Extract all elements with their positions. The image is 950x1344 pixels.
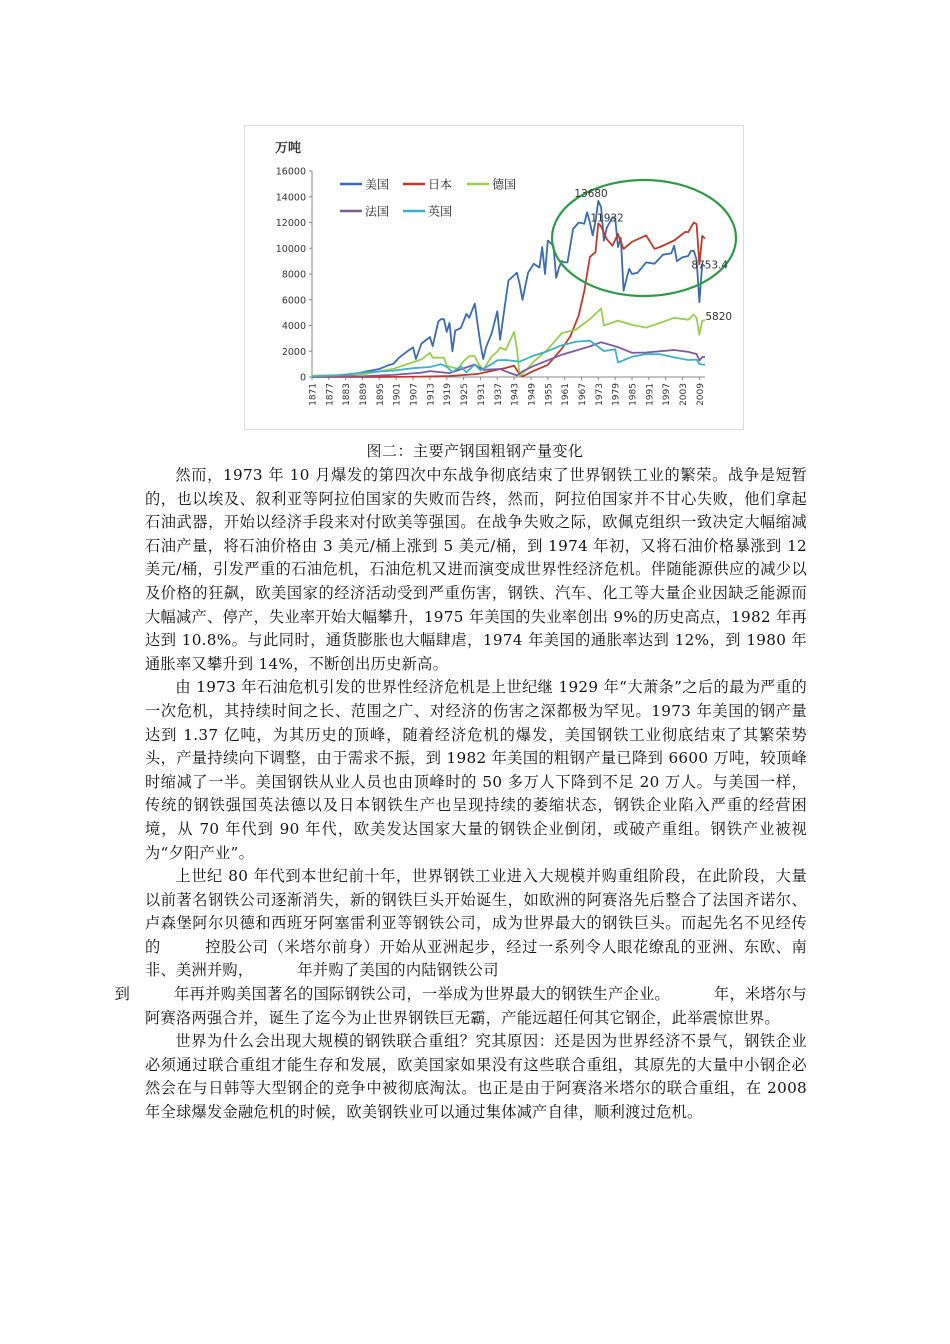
x-tick-label: 1907 <box>409 383 420 406</box>
y-tick-label: 8000 <box>281 269 306 281</box>
x-tick-label: 1949 <box>527 383 538 406</box>
figure-caption: 图二：主要产钢国粗钢产量变化 <box>366 442 584 460</box>
x-tick-label: 1973 <box>594 383 605 406</box>
chart-canvas <box>245 126 743 429</box>
legend-label: 美国 <box>365 177 390 192</box>
y-tick-label: 10000 <box>275 243 306 255</box>
paragraph-3-part-d: 到 <box>114 985 131 1004</box>
x-tick-label: 1943 <box>510 383 521 406</box>
paragraph-3-part-a: 上世纪 80 年代到本世纪前十年，世界钢铁工业进入大规模并购重组阶段，在此阶段，大量以前著名钢铁公司逐渐消失，新的钢铁巨头开始诞生，如欧洲的阿赛洛先后整合了法国齐诺尔、卢森堡阿尔贝德和西班牙阿塞雷利亚等钢铁公司，成为世界最大的钢铁巨头。而起先名不见经传的 <box>145 867 807 956</box>
y-tick-label: 16000 <box>275 166 306 178</box>
x-tick-label: 1889 <box>359 383 370 406</box>
annotation-label: 11932 <box>590 212 624 225</box>
x-tick-label: 1895 <box>375 383 386 406</box>
x-tick-label: 1985 <box>628 383 639 406</box>
legend-label: 德国 <box>492 177 517 192</box>
x-tick-label: 1955 <box>544 383 555 406</box>
legend-label: 法国 <box>365 204 390 219</box>
legend-label: 日本 <box>428 177 453 192</box>
y-tick-label: 0 <box>299 372 306 384</box>
y-axis-label: 万吨 <box>275 141 302 156</box>
x-tick-label: 1913 <box>426 383 437 406</box>
x-tick-label: 1961 <box>561 383 572 406</box>
annotation-label: 5820 <box>705 311 733 324</box>
paragraph-3-part-f: 年，米塔尔与阿赛洛两强合并，诞生了迄今为止世界钢铁巨无霸，产能远超任何其它钢企，此举震惊世界。 <box>145 985 807 1027</box>
legend-label: 英国 <box>428 204 453 219</box>
x-tick-label: 1967 <box>577 383 588 406</box>
x-tick-label: 1931 <box>476 383 487 406</box>
x-tick-label: 1979 <box>611 383 622 406</box>
series-line-1 <box>312 201 705 377</box>
x-tick-label: 1919 <box>443 383 454 406</box>
x-tick-label: 1883 <box>342 383 353 406</box>
x-tick-label: 1877 <box>325 383 336 406</box>
annotation-label: 8753.4 <box>691 259 729 272</box>
paragraph-3-part-b: 控股公司（米塔尔前身）开始从亚洲起步，经过一系列令人眼花缭乱的亚洲、东欧、南非、美洲并购， <box>145 937 807 980</box>
x-tick-label: 1901 <box>392 383 403 406</box>
x-tick-label: 1871 <box>308 383 319 406</box>
x-tick-label: 1925 <box>460 383 471 406</box>
y-tick-label: 14000 <box>275 192 306 204</box>
series-line-3 <box>312 309 705 376</box>
x-tick-label: 1997 <box>662 383 673 406</box>
x-tick-label: 2003 <box>679 383 690 406</box>
y-tick-label: 6000 <box>281 295 306 307</box>
y-tick-label: 4000 <box>281 321 306 332</box>
y-tick-label: 2000 <box>281 346 306 358</box>
article-body <box>114 464 807 1125</box>
paragraph-4: 世界为什么会出现大规模的钢铁联合重组？究其原因：还是因为世界经济不景气，钢铁企业必须通过联合重组才能生存和发展，欧美国家如果没有这些联合重组，其原先的大量中小钢企必然会在与日韩等大型钢企的竞争中被彻底淘汰。也正是由于阿赛洛米塔尔的联合重组，在 2008 年全球爆发金融危机的时候，欧美钢铁业可以通过集体减产自律，顺利渡过危机。 <box>145 1032 807 1122</box>
paragraph-3-part-c: 年并购了美国的内陆钢铁公司 <box>297 961 499 980</box>
x-tick-label: 2009 <box>695 383 706 406</box>
paragraph-3 <box>114 865 807 1030</box>
paragraph-2: 由 1973 年石油危机引发的世界性经济危机是上世纪继 1929 年“大萧条”之后的最为严重的一次危机，其持续时间之长、范围之广、对经济的伤害之深都极为罕见。1973 年美国的钢产量达到 1.37 亿吨，为其历史的顶峰，随着经济危机的爆发，美国钢铁工业彻底结束了其繁荣势头，产量持续向下调整，由于需求不振，到 1982 年美国的粗钢产量已降到 6600 万吨，较顶峰时缩减了一半。美国钢铁从业人员也由顶峰时的 50 多万人下降到不足 20 万人。与美国一样，传统的钢铁强国英法德以及日本钢铁生产也呈现持续的萎缩状态，钢铁企业陷入严重的经营困境，从 70 年代到 90 年代，欧美发达国家大量的钢铁企业倒闭，或破产重组。钢铁产业被视为“夕阳产业”。 <box>145 678 807 862</box>
paragraph-1: 然而，1973 年 10 月爆发的第四次中东战争彻底结束了世界钢铁工业的繁荣。战争是短暂的，也以埃及、叙利亚等阿拉伯国家的失败而告终，然而，阿拉伯国家并不甘心失败，他们拿起石油武器，开始以经济手段来对付欧美等强国。在战争失败之际，欧佩克组织一致决定大幅缩减石油产量，将石油价格由 3 美元/桶上涨到 5 美元/桶，到 1974 年初，又将石油价格暴涨到 12 美元/桶，引发严重的石油危机，石油危机又进而演变成世界性经济危机。伴随能源供应的减少以及价格的狂飙，欧美国家的经济活动受到严重伤害，钢铁、汽车、化工等大量企业因缺乏能源而大幅减产、停产，失业率开始大幅攀升，1975 年美国的失业率创出 9%的历史高点，1982 年再达到 10.8%。与此同时，通货膨胀也大幅肆虐，1974 年美国的通胀率达到 12%，到 1980 年通胀率又攀升到 14%，不断创出历史新高。 <box>145 466 807 673</box>
x-tick-label: 1991 <box>645 383 656 406</box>
annotation-label: 13680 <box>574 187 608 200</box>
steel-production-chart <box>244 125 744 430</box>
y-tick-label: 12000 <box>275 218 306 229</box>
x-tick-label: 1937 <box>493 383 504 406</box>
paragraph-3-part-e: 年再并购美国著名的国际钢铁公司，一举成为世界最大的钢铁生产企业。 <box>174 985 670 1004</box>
